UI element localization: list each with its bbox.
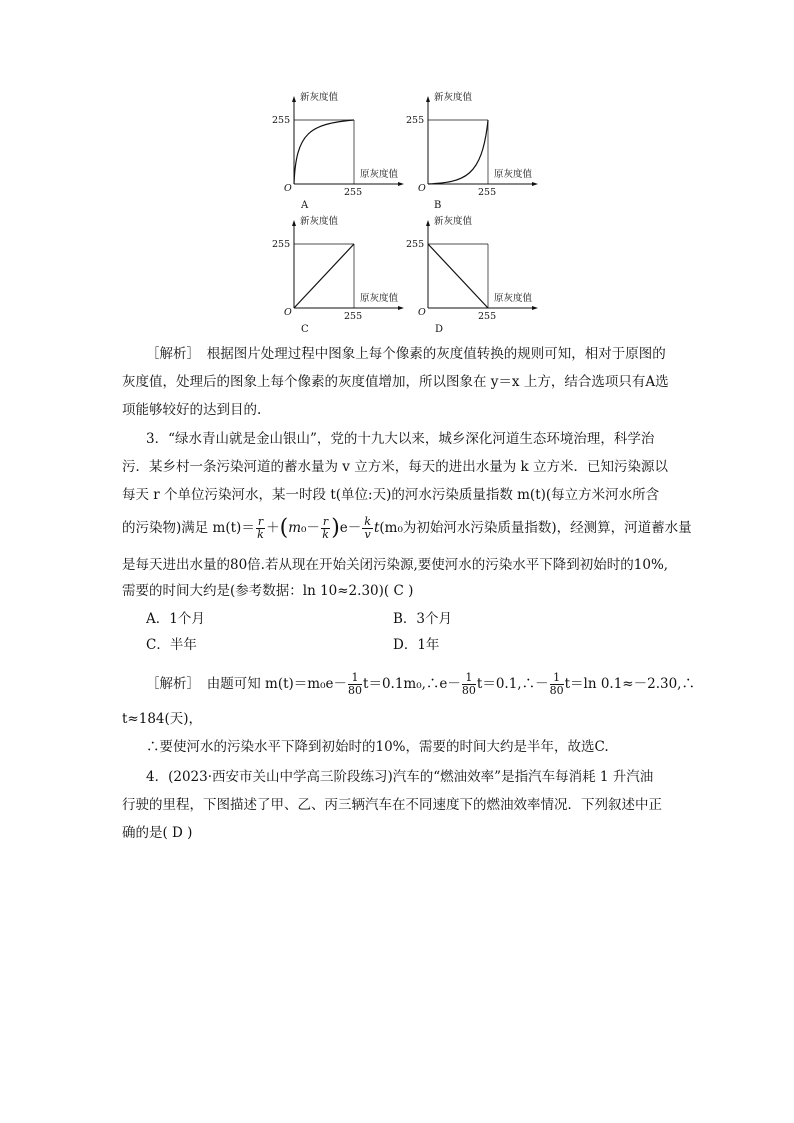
q3-line4-pre: 的污染物)满足 m(t)＝ <box>122 520 255 536</box>
analysis2-line1: ［解析］ 根据图片处理过程中图象上每个像素的灰度值转换的规则可知，相对于原图的 <box>146 346 666 362</box>
y-axis-label: 新灰度值 <box>434 92 473 103</box>
x-tick-255: 255 <box>344 187 363 198</box>
q3-line1: 3．“绿水青山就是金山银山”，党的十九大以来，城乡深化河道生态环境治理，科学治 <box>146 431 655 447</box>
line-c <box>294 244 354 308</box>
y-arrow-icon <box>292 96 296 102</box>
formula-r-over-k-2: $\frac{r}{k}$ <box>322 515 329 541</box>
figure-d <box>404 216 544 336</box>
analysis3-line1 <box>122 666 706 702</box>
q3-line4-post: (m₀为初始河水污染质量指数)，经测算，河道蓄水量 <box>379 520 692 536</box>
q4-line3: 确的是( D ) <box>122 825 193 841</box>
y-arrow-icon <box>292 220 296 226</box>
y-tick-255: 255 <box>272 239 291 250</box>
curve-a <box>294 120 354 184</box>
q4-line2: 行驶的里程，下图描述了甲、乙、丙三辆汽车在不同速度下的燃油效率情况．下列叙述中正 <box>122 797 662 813</box>
analysis3-line3: ∴要使河水的污染水平下降到初始时的10%，需要的时间大约是半年，故选C. <box>146 739 609 755</box>
q3-line3: 每天 r 个单位污染河水，某一时段 t(单位:天)的河水污染质量指数 m(t)(每立方米河水所含 <box>122 487 660 503</box>
analysis3-pre: ［解析］ 由题可知 m(t)＝m₀e－ <box>146 676 348 692</box>
q4-line1: 4．(2023·西安市关山中学高三阶段练习)汽车的“燃油效率”是指汽车每消耗 1 升汽油 <box>146 769 654 785</box>
y-tick-255: 255 <box>406 115 425 126</box>
x-tick-255: 255 <box>478 311 497 322</box>
caption-b: B <box>434 200 442 211</box>
option-d: D．1年 <box>393 637 440 653</box>
graph-a <box>270 92 410 212</box>
q3-line2: 污．某乡村一条污染河道的蓄水量为 v 立方米，每天的进出水量为 k 立方米．已知污染源以 <box>122 459 668 475</box>
x-axis-label: 原灰度值 <box>360 293 399 304</box>
formula-k-over-v: $\frac{k}{v}$ <box>364 515 371 541</box>
origin-label: O <box>418 183 426 194</box>
x-axis-label: 原灰度值 <box>360 169 399 180</box>
y-tick-255: 255 <box>272 115 291 126</box>
figure-c <box>270 216 410 336</box>
formula-r-over-k: $\frac{r}{k}$ <box>257 515 264 541</box>
caption-a: A <box>301 200 309 211</box>
analysis3-mid1: t＝0.1m₀,∴e－ <box>363 676 461 692</box>
analysis2-line3: 项能够较好的达到目的. <box>122 402 262 418</box>
x-axis-label: 原灰度值 <box>494 293 533 304</box>
y-arrow-icon <box>426 96 430 102</box>
x-arrow-icon <box>532 306 538 310</box>
option-c: C．半年 <box>146 637 197 653</box>
origin-label: O <box>284 307 292 318</box>
figure-a <box>270 92 410 212</box>
gray-value-figures <box>270 92 570 342</box>
frac-1-80-c: $\frac{1}{80}$ <box>549 671 564 697</box>
q3-line5: 是每天进出水量的80倍.若从现在开始关闭污染源,要使河水的污染水平下降到初始时的10%, <box>122 557 669 573</box>
graph-b <box>404 92 544 212</box>
q3-line4: 的污染物)满足 m(t)＝ $\frac{r}{k}$ ＋(m₀－ $\frac{r}{k}$ )e－ $\frac{k}{v}$ t(m₀为初始河水污染质量指数)，经测算，河道蓄水量 <box>122 515 692 541</box>
analysis3-mid2: t＝0.1,∴－ <box>476 676 549 692</box>
q3-line6: 需要的时间大约是(参考数据：ln 10≈2.30)( C ) <box>122 583 414 599</box>
x-tick-255: 255 <box>478 187 497 198</box>
x-axis-label: 原灰度值 <box>494 169 533 180</box>
x-arrow-icon <box>532 182 538 186</box>
y-axis-label: 新灰度值 <box>434 216 473 227</box>
origin-label: O <box>284 183 292 194</box>
frac-1-80-b: $\frac{1}{80}$ <box>461 671 476 697</box>
analysis2-line2: 灰度值，处理后的图象上每个像素的灰度值增加，所以图象在 y＝x 上方，结合选项只有A选 <box>122 374 669 390</box>
analysis3-line2: t≈184(天)， <box>122 711 203 727</box>
y-axis-label: 新灰度值 <box>300 92 339 103</box>
origin-label: O <box>418 307 426 318</box>
graph-d <box>404 216 544 336</box>
graph-c <box>270 216 410 336</box>
caption-d: D <box>435 324 444 335</box>
line-d <box>428 244 488 308</box>
y-axis-label: 新灰度值 <box>300 216 339 227</box>
analysis3-post: t＝ln 0.1≈－2.30,∴ <box>564 676 695 692</box>
option-a: A．1个月 <box>146 611 205 627</box>
y-arrow-icon <box>426 220 430 226</box>
figure-b <box>404 92 544 212</box>
frac-1-80-a: $\frac{1}{80}$ <box>348 671 363 697</box>
y-tick-255: 255 <box>406 239 425 250</box>
caption-c: C <box>301 324 309 335</box>
x-tick-255: 255 <box>344 311 363 322</box>
curve-b <box>428 120 488 184</box>
option-b: B．3个月 <box>393 611 453 627</box>
